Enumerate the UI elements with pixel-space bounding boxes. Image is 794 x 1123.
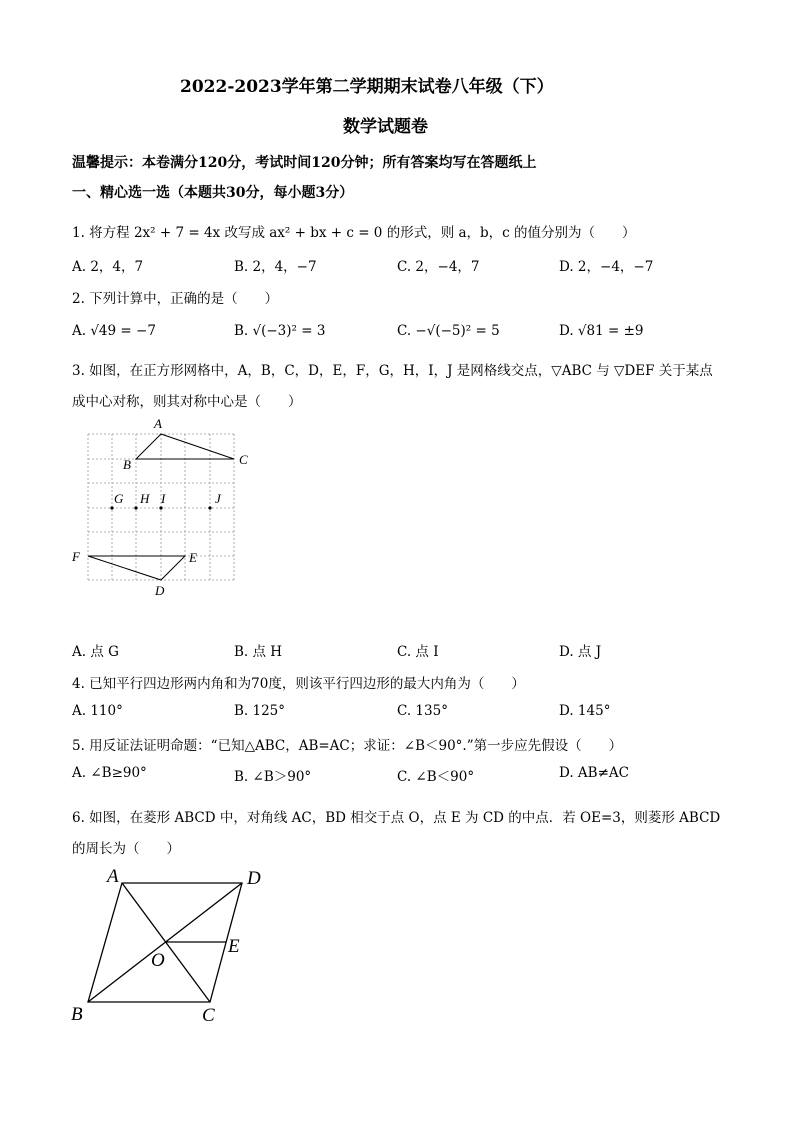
q3-grid-figure — [66, 415, 266, 600]
q4-option-d: D. 145° — [559, 703, 611, 719]
q2-option-d: D. √81 = ±9 — [559, 323, 644, 339]
label-a: A — [107, 866, 119, 887]
point-j — [208, 506, 211, 509]
q2-option-a: A. √49 = −7 — [72, 323, 156, 339]
label-h: H — [140, 491, 150, 506]
label-c: C — [202, 1005, 215, 1026]
label-j: J — [215, 491, 221, 506]
label-i: I — [161, 491, 166, 506]
q3-option-a: A. 点 G — [72, 644, 119, 660]
q5-option-a: A. ∠B≥90° — [72, 765, 147, 781]
q5-option-c: C. ∠B＜90° — [397, 769, 475, 785]
label-e: E — [228, 936, 240, 957]
q2-option-c: C. −√(−5)² = 5 — [397, 323, 500, 339]
label-g: G — [114, 491, 124, 506]
q4-stem: 4. 已知平行四边形两内角和为70度，则该平行四边形的最大内角为（ ） — [72, 676, 525, 692]
point-h — [134, 506, 137, 509]
q3-option-c: C. 点 I — [397, 644, 439, 660]
label-b: B — [123, 457, 131, 472]
q4-option-b: B. 125° — [234, 703, 286, 719]
triangle-def — [88, 556, 185, 580]
q1-option-c: C. 2，−4，7 — [397, 259, 480, 275]
q4-option-a: A. 110° — [72, 703, 123, 719]
q4-option-c: C. 135° — [397, 703, 448, 719]
q6-stem-line1: 6. 如图，在菱形 ABCD 中，对角线 AC，BD 相交于点 O，点 E 为 CD 的中点．若 OE=3，则菱形 ABCD — [72, 810, 721, 826]
q5-option-b: B. ∠B＞90° — [234, 769, 312, 785]
q5-option-d: D. AB≠AC — [559, 765, 629, 781]
point-g — [110, 506, 113, 509]
section-heading: 一、精心选一选（本题共30分，每小题3分） — [72, 185, 354, 201]
q1-option-b: B. 2，4，−7 — [234, 259, 317, 275]
label-c: C — [239, 452, 248, 467]
q1-option-a: A. 2，4，7 — [72, 259, 144, 275]
q3-stem-line1: 3. 如图，在正方形网格中，A，B，C，D，E，F，G，H，I，J 是网格线交点，▽ABC 与 ▽DEF 关于某点 — [72, 363, 713, 379]
q6-rhombus-figure — [66, 862, 286, 1032]
q3-option-d: D. 点 J — [559, 644, 602, 660]
q1-option-d: D. 2，−4，−7 — [559, 259, 654, 275]
page-title: 2022-2023学年第二学期期末试卷八年级（下） — [180, 77, 554, 97]
q5-stem: 5. 用反证法证明命题：“已知△ABC，AB=AC；求证：∠B＜90°.”第一步应先假设（ ） — [72, 738, 623, 754]
q1-stem: 1. 将方程 2x² + 7 = 4x 改写成 ax² + bx + c = 0 的形式，则 a，b，c 的值分别为（ ） — [72, 225, 636, 241]
q3-stem-line2: 成中心对称，则其对称中心是（ ） — [72, 394, 302, 410]
q2-stem: 2. 下列计算中，正确的是（ ） — [72, 291, 279, 307]
q6-stem-line2: 的周长为（ ） — [72, 841, 180, 857]
label-f: F — [72, 549, 80, 564]
label-d: D — [155, 583, 165, 598]
notice: 温馨提示：本卷满分120分，考试时间120分钟；所有答案均写在答题纸上 — [72, 155, 537, 171]
label-b: B — [71, 1004, 83, 1025]
point-i — [159, 506, 162, 509]
label-e: E — [189, 550, 197, 565]
q3-option-b: B. 点 H — [234, 644, 283, 660]
label-d: D — [247, 868, 261, 889]
label-a: A — [154, 416, 162, 431]
label-o: O — [151, 950, 165, 971]
q2-option-b: B. √(−3)² = 3 — [234, 323, 326, 339]
page-subtitle: 数学试题卷 — [343, 117, 428, 137]
